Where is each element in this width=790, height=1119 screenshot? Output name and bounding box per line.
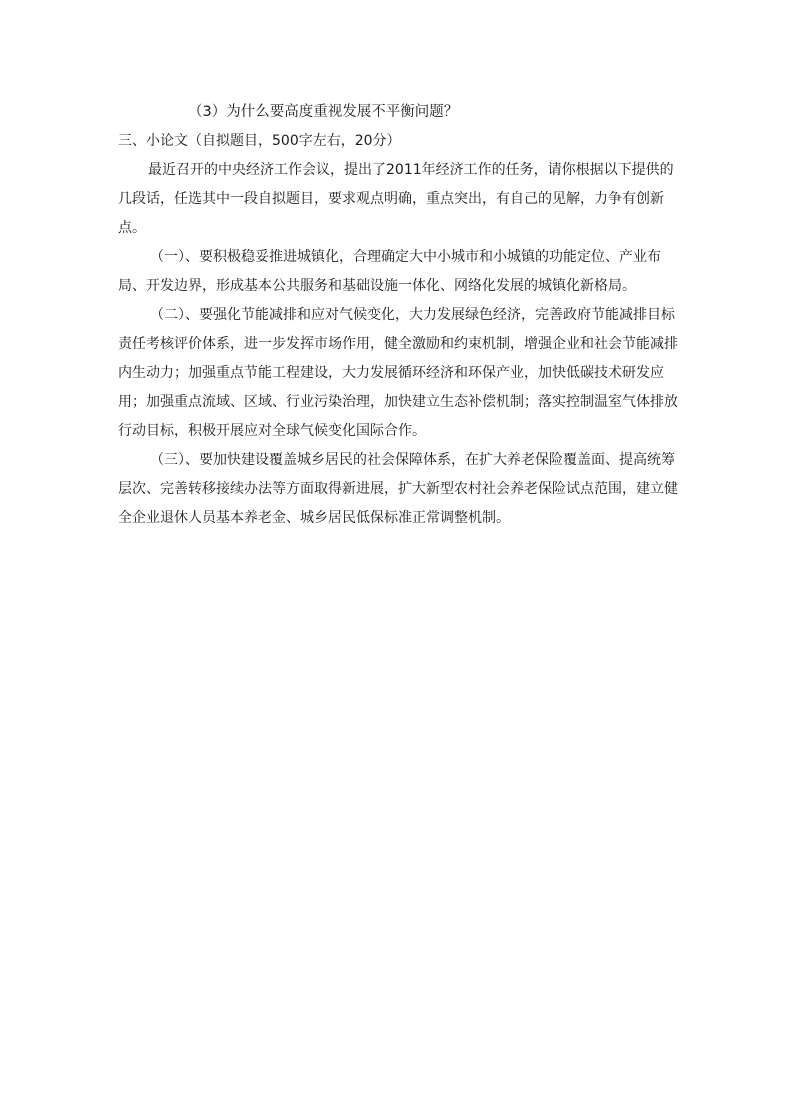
- essay-option-2: （二）、要强化节能减排和应对气候变化，大力发展绿色经济，完善政府节能减排目标责任考核评价体系，进一步发挥市场作用，健全激励和约束机制，增强企业和社会节能减排内生动力；加强重点节能工程建设，大力发展循环经济和环保产业，加快低碳技术研发应用；加强重点流域、区域、行业污染治理，加快建立生态补偿机制；落实控制温室气体排放行动目标，积极开展应对全球气候变化国际合作。: [118, 307, 678, 439]
- section-3-title: 三、小论文（自拟题目，500字左右，20分）: [118, 133, 401, 149]
- essay-option-1: （一）、要积极稳妥推进城镇化，合理确定大中小城市和小城镇的功能定位、产业布局、开发边界，形成基本公共服务和基础设施一体化、网络化发展的城镇化新格局。: [118, 249, 661, 294]
- question-3: （3）为什么要高度重视发展不平衡问题？: [188, 104, 459, 120]
- essay-instructions: 最近召开的中央经济工作会议，提出了2011年经济工作的任务，请你根据以下提供的几段话，任选其中一段自拟题目，要求观点明确，重点突出，有自己的见解，力争有创新点。: [118, 162, 674, 236]
- document-body: [118, 98, 678, 533]
- essay-option-3: （三）、要加快建设覆盖城乡居民的社会保障体系，在扩大养老保险覆盖面、提高统筹层次、完善转移接续办法等方面取得新进展，扩大新型农村社会养老保险试点范围，建立健全企业退休人员基本养老金、城乡居民低保标准正常调整机制。: [118, 452, 678, 526]
